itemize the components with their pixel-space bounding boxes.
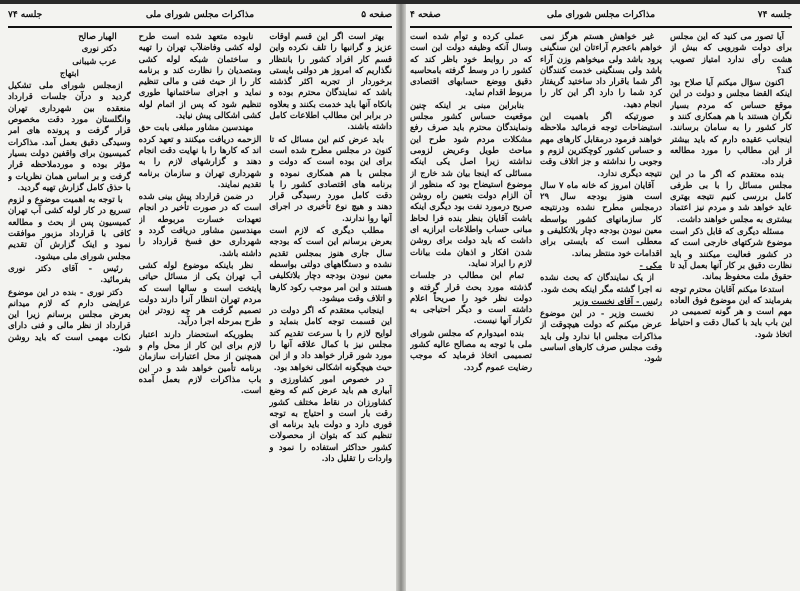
speaker-label: رئیس - آقای نخست وزیر bbox=[573, 295, 662, 306]
paragraph: استدعا میکنم آقایان محترم توجه بفرمایند که این موضوع فوق العاده مهم است و هر گونه تصمیمی در این باب باید با کمال دقت و احتیاط اتخاذ شود. bbox=[670, 283, 792, 339]
paragraph: از یک نمایندگان که بحث نشده نه اجرا گشته مگر اینکه بحث شود. bbox=[540, 272, 662, 294]
paragraph: با توجه به اهمیت موضوع و لزوم تسریع در کار لوله کشی آب تهران کمیسیون پس از بحث و مطالعه کافی با قرارداد مزبور موافقت نمود و اینک گزارش آن تقدیم مجلس شورای ملی میشود. bbox=[7, 194, 131, 261]
paragraph: تمام این مطالب در جلسات گذشته مورد بحث قرار گرفته و دولت نظر خود را صریحاً اعلام داشته است و دیگر احتیاجی به تکرار آنها نیست. bbox=[410, 270, 532, 326]
paragraph: بنابراین مبنی بر اینکه چنین موقعیت حساس کشور مجلس ونمایندگان محترم باید صرف رفع مشکلات مردم شود طرح این مباحث طویل وعریض لزومی نداشته زیرا اصل یکی اینکه مسائلی که اینجا بیان شد خارج از موضوع استیضاح بود که منظور از آن الزام دولت بتعیین راه روشن صریح درمورد نفت بود دیگری اینکه یاشت آقایان بنظر بنده فرا لحاظ مبانی حساب واطلاعات ابرازیه ای داشت که باید دولت برای روشن شدن افکار و اذهان ملت بیانات لازم را ایراد نماید. bbox=[410, 99, 532, 268]
paragraph: بهتر است اگر این قسم اوقات عزیز و گرانبها را تلف نکرده واین قسم کار افراد کشور را بانتظار نگذاریم که امروز هر دولتی بایستی برخوردار از تجربه اکثر گذشته باشد که نمایندگان محترم بوده و بانکاه آنها باید خدمت بکنند و بعلاوه در برابر این مطالب اطلاعات کامل داشته باشند. bbox=[269, 31, 392, 132]
paragraph: اکنون سؤال میکنم آیا صلاح بود اینکه القضا مجلس و دولت در این موقع حساس که مردم بسیار نگران هستند با هم همکاری کنند و کار کشور را به سامان برسانند. اینجانب عقیده دارم که باید بیشتر از این مطالب را مورد مطالعه قرار داد. bbox=[670, 77, 792, 167]
page-number: صفحه ۵ bbox=[361, 10, 392, 20]
member-name: الهیار صالح bbox=[78, 31, 117, 41]
paragraph: در ضمن قرارداد پیش بینی شده است که در صورت تأخیر در انجام تعهدات خسارت مربوطه از مهندسین مشاور دریافت گردد و شهرداری حق فسخ قرارداد را داشته باشد. bbox=[138, 191, 262, 258]
paragraph: آیا تصور می کنید که این مجلس برای دولت شورویی که بیش از هشت رأی ندارد امتیاز تصویب کند؟ bbox=[670, 31, 792, 75]
text-columns bbox=[410, 31, 792, 587]
paragraph: عملی کرده و توأم شده است وسال آنکه وظیفه دولت این است که در روابط خود باظر کند که کشور را در وسط گرفته بامحاسبه دقیق ووضع حسابهای اقتصادی مربوط اقدام نماید. bbox=[410, 31, 532, 98]
text-columns bbox=[8, 31, 392, 587]
text-column bbox=[269, 31, 392, 587]
paragraph: بطوریکه استحضار دارند اعتبار لازم برای این کار از محل وام و همچنین از محل اعتبارات سازمان برنامه تأمین خواهد شد و در این باب مذاکرات لازم بعمل آمده است. bbox=[138, 328, 262, 396]
text-column bbox=[139, 31, 262, 587]
page-header bbox=[8, 10, 392, 24]
paragraph: رئیس - آقای دکتر نوری بفرمائید. bbox=[7, 262, 131, 285]
text-column bbox=[410, 31, 532, 587]
page-header bbox=[410, 10, 792, 24]
paragraph: مطلب دیگری که لازم است بعرض برسانم این است که بودجه سال جاری هنوز بمجلس تقدیم نشده و دستگاههای دولتی بواسطه معین نبودن بودجه دچار بلاتکلیفی هستند و این امر موجب رکود کارها و اتلاف وقت میشود. bbox=[269, 225, 392, 303]
paragraph: آقایان امروز که خانه ماه ۷ سال است هنوز بودجه سال ۲۹ درمجلس مطرح نشده ودرنتیجه کار سازمانهای کشور بواسطه معین نبودن بودجه دچار بلاتکلیفی و معطلی است که بایستی برای اقدامات خود منتظر بماند. bbox=[540, 179, 662, 258]
paragraph: اینجانب معتقدم که اگر دولت در این قسمت توجه کامل بنماید و لوایح لازم را با سرعت تقدیم کند مجلس نیز با کمال علاقه آنها را مورد شور قرار خواهد داد و از این حیث هیچگونه اشکالی نخواهد بود. bbox=[269, 305, 392, 372]
paragraph: نخست وزیر - در این موضوع عرض میکنم که دولت هیچوقت از مذاکرات مجلس ابا ندارد ولی باید وقت مجلس صرف کارهای اساسی شود. bbox=[540, 308, 662, 364]
paragraph: در خصوص امور کشاورزی و آبیاری هم باید عرض کنم که وضع کشاورزان در نقاط مختلف کشور رقت بار است و احتیاج به توجه فوری دارد و دولت باید برنامه ای تنظیم کند که بتوان از محصولات کشور حداکثر استفاده را نمود و واردات را تقلیل داد. bbox=[269, 373, 392, 463]
left-page bbox=[0, 4, 400, 591]
session-number: جلسه ۷۴ bbox=[8, 10, 43, 20]
paragraph: مسئله دیگری که قابل ذکر است موضوع شرکتهای خارجی است که در کشور فعالیت میکنند و باید نظارت دقیق بر کار آنها بعمل آید تا حقوق ملت محفوظ بماند. bbox=[670, 226, 792, 282]
paragraph: نابوده متعهد شده است طرح لوله کشی وفاضلآب تهران را تهیه و ساختمان شبکه لوله کشی ومتصدیان را نظارت کند و برنامه کار را از حیث فنی و مالی تنظیم نماید و اجرای ساختمانها طوری تنظیم شود که پس از اتمام لوله کشی اشکالی پیش نیاید. bbox=[138, 31, 262, 121]
paragraph: ازمجلس شورای ملی تشکیل گردید و درآن جلسات قرارداد منعقده بین شهرداری تهران وانگلستان مورد دقت مخصوص قرار گرفت و پرونده های امر وسیدگی دقیق بعمل آمد. مذاکرات کمیسیون برای واقفین دولت بسیار مؤثر بوده و موردملاحظه قرار گرفت و بر اساس همان نظریات و با حذق کامل گزارش تهیه گردید. bbox=[7, 80, 131, 192]
newspaper-spread bbox=[0, 4, 800, 591]
paragraph: بنده معتقدم که اگر ما در این مجلس مسائل را با بی طرفی کامل بررسی کنیم نتیجه بهتری عاید خواهد شد و مردم نیز اعتماد بیشتری به مجلس خواهند داشت. bbox=[670, 168, 792, 224]
paragraph: نظر باینکه موضوع لوله کشی آب تهران یکی از مسائل حیاتی پایتخت است و سالها است که مردم تهران انتظار آنرا دارند دولت تصمیم گرفت هر چه زودتر این طرح بمرحله اجرا درآید. bbox=[138, 259, 262, 327]
text-column bbox=[670, 31, 792, 587]
running-title: مذاکرات مجلس شورای ملی bbox=[145, 10, 255, 20]
page-number: صفحه ۴ bbox=[410, 10, 441, 20]
text-column bbox=[8, 31, 131, 587]
member-name: دکتر نوری bbox=[81, 43, 117, 54]
paragraph: غیر خواهش هستم هرگز نمی خواهم باعجرم آراءتان این سنگینی پرود باشد ولی میخواهم وزن آراء باشد ولی بسنگینی خدمت کنندگان اگر شما باقرار داد ساختید گریفتار کرد شما را دارد اگر این کار را انجام دهید. bbox=[540, 31, 662, 109]
header-rule bbox=[410, 26, 792, 28]
speaker-label: مکی - bbox=[639, 259, 662, 270]
text-column bbox=[540, 31, 662, 587]
session-number: جلسه ۷۴ bbox=[757, 10, 792, 20]
paragraph: باید عرض کنم این مسائل که تا کنون در مجلس مطرح شده است برای این بوده است که دولت و مجلس با هم همکاری نموده و برنامه های اقتصادی کشور را با دقت کامل مورد رسیدگی قرار دهند و هیچ نوع تأخیری در اجرای آنها روا ندارند. bbox=[269, 133, 392, 223]
section-heading: ابتهاج bbox=[59, 67, 79, 78]
member-name: عرب شیبانی bbox=[72, 55, 117, 66]
right-page bbox=[402, 4, 800, 591]
paragraph: مهندسین مشاور مبلغی بابت حق الزحمه دریافت میکنند و تعهد کرده اند که کارها را با نهایت دقت انجام دهند و گزارشهای لازم را به شهرداری تهران و سازمان برنامه تقدیم نمایند. bbox=[138, 122, 262, 189]
header-rule bbox=[8, 26, 392, 28]
paragraph: صورتیکه اگر باهمیت این استیضاحات توجه فرمائید ملاحظه خواهند فرمود درمقابل کارهای مهم و حساس کشور کوچکترین لزوم و وجوبی را نداشته و جز اتلاف وقت نتیجه دیگری ندارد. bbox=[540, 111, 662, 178]
running-title: مذاکرات مجلس شورای ملی bbox=[546, 10, 656, 20]
paragraph: دکتر نوری - بنده در این موضوع عرایضی دارم که لازم میدانم بعرض مجلس برسانم زیرا این قرارداد از نظر مالی و فنی دارای نکات مهمی است که باید روشن شود. bbox=[7, 286, 131, 354]
paragraph: بنده امیدوارم که مجلس شورای ملی با توجه به مصالح عالیه کشور تصمیمی اتخاذ فرماید که موجب رضایت عموم گردد. bbox=[410, 327, 532, 372]
